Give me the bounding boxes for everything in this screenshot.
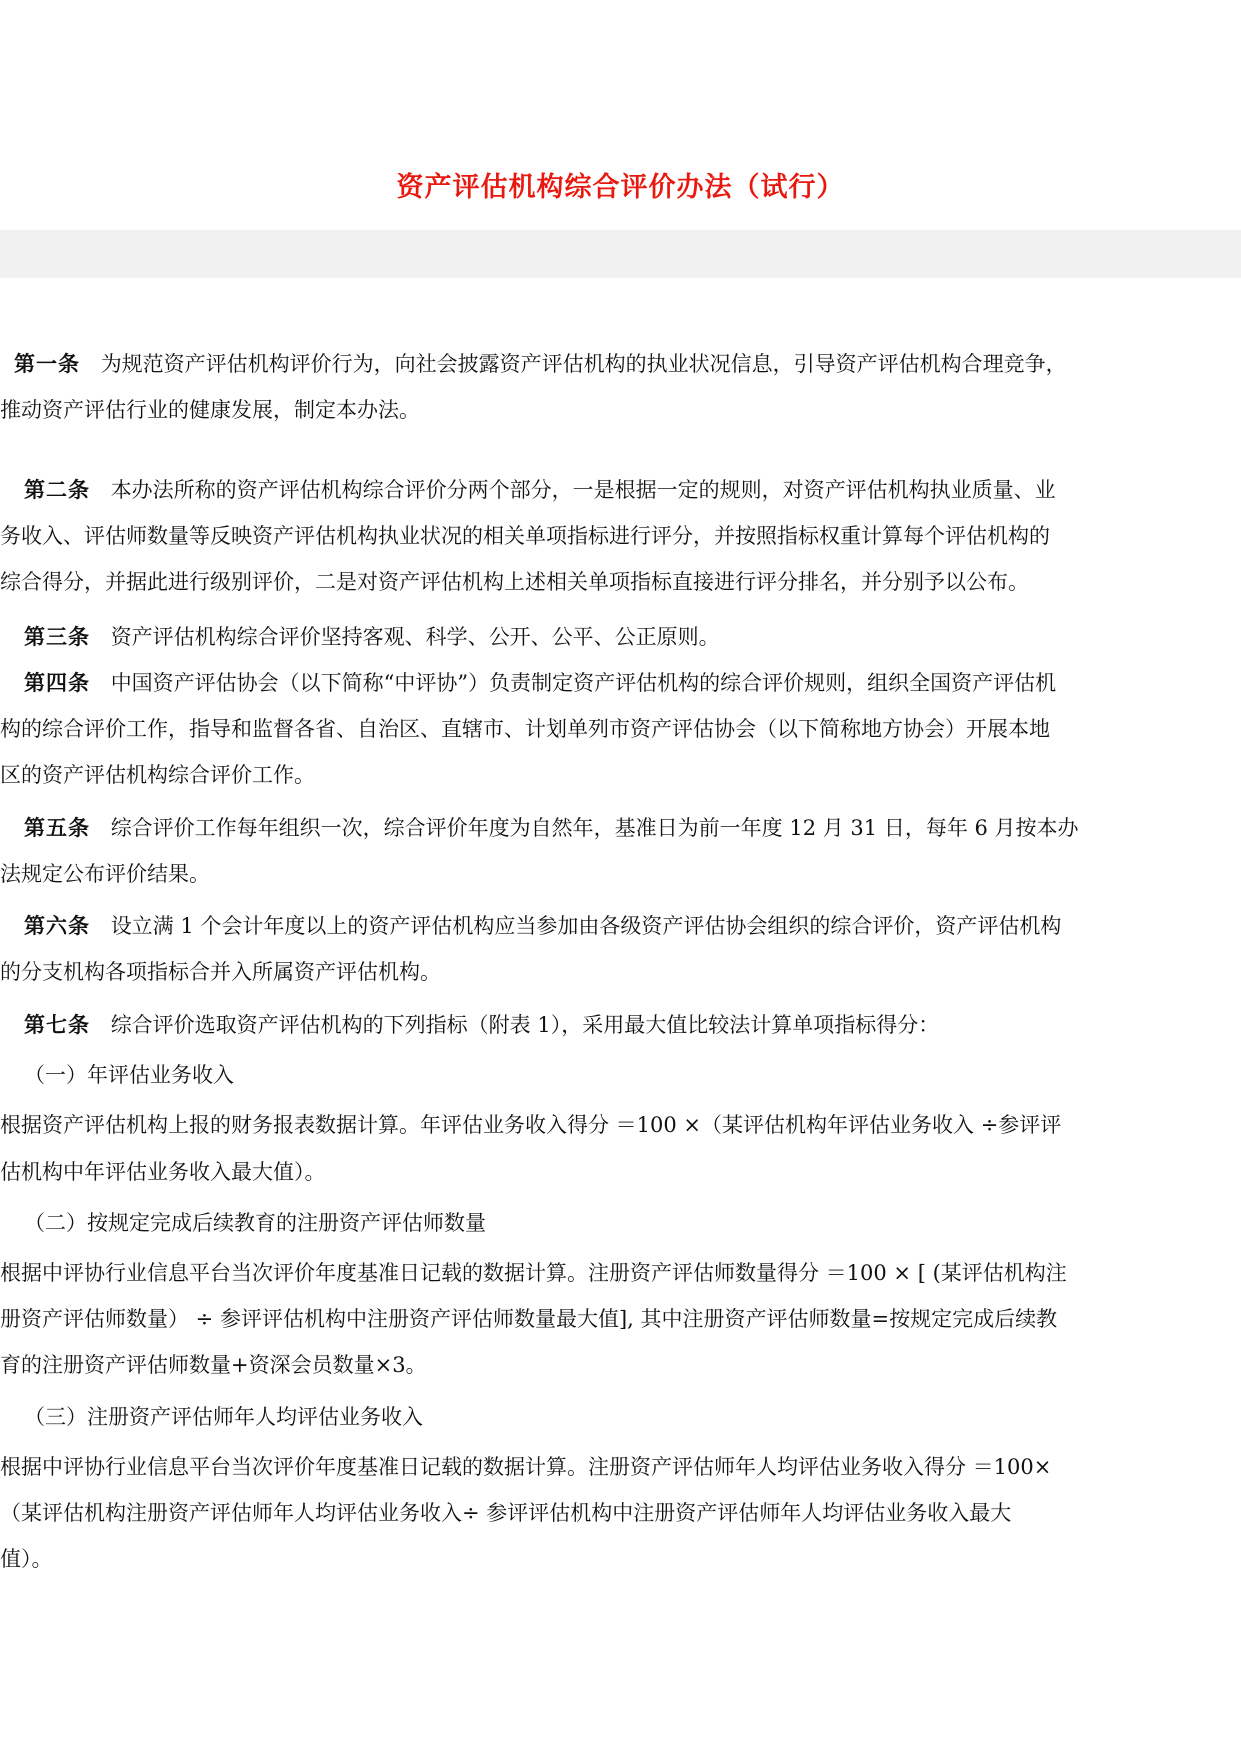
article-text: 中国资产评估协会（以下简称“中评协”）负责制定资产评估机构的综合评价规则，组织全国资产评估机 [110, 671, 1057, 695]
indicator-1-label: （一）年评估业务收入 [24, 1063, 234, 1087]
article-4-cont: 构的综合评价工作，指导和监督各省、自治区、直辖市、计划单列市资产评估协会（以下简称地方协会）开展本地 [0, 717, 1050, 741]
article-6 [24, 909, 1241, 943]
article-heading: 第三条 [24, 624, 90, 649]
article-text: 为规范资产评估机构评价行为，向社会披露资产评估机构的执业状况信息，引导资产评估机构合理竞争， [100, 352, 1067, 376]
article-heading: 第二条 [24, 477, 90, 502]
header-band [0, 230, 1241, 278]
indicator-2-line: 册资产评估师数量） ÷ 参评评估机构中注册资产评估师数量最大值], 其中注册资产评估师数量=按规定完成后续教 [0, 1307, 1058, 1331]
article-5-cont: 法规定公布评价结果。 [0, 862, 210, 886]
indicator-3-line: （某评估机构注册资产评估师年人均评估业务收入÷ 参评评估机构中注册资产评估师年人均评估业务收入最大 [0, 1501, 1012, 1525]
indicator-1-line: 根据资产评估机构上报的财务报表数据计算。年评估业务收入得分 ＝100 ×（某评估机构年评估业务收入 ÷参评评 [0, 1113, 1062, 1137]
indicator-3-line: 值）。 [0, 1547, 53, 1571]
indicator-3-line: 根据中评协行业信息平台当次评价年度基准日记载的数据计算。注册资产评估师年人均评估业务收入得分 ＝100× [0, 1455, 1052, 1479]
article-7 [24, 1008, 1241, 1042]
article-5 [24, 811, 1241, 845]
article-2-cont: 综合得分，并据此进行级别评价，二是对资产评估机构上述相关单项指标直接进行评分排名，并分别予以公布。 [0, 570, 1029, 594]
indicator-2-label: （二）按规定完成后续教育的注册资产评估师数量 [24, 1211, 486, 1235]
article-4-cont: 区的资产评估机构综合评价工作。 [0, 763, 315, 787]
article-text: 综合评价选取资产评估机构的下列指标（附表 1），采用最大值比较法计算单项指标得分： [110, 1013, 940, 1037]
indicator-2-line: 根据中评协行业信息平台当次评价年度基准日记载的数据计算。注册资产评估师数量得分 ＝100 × [ (某评估机构注 [0, 1261, 1067, 1285]
article-2-cont: 务收入、评估师数量等反映资产评估机构执业状况的相关单项指标进行评分，并按照指标权重计算每个评估机构的 [0, 524, 1050, 548]
article-4 [24, 666, 1241, 700]
article-text: 设立满 1 个会计年度以上的资产评估机构应当参加由各级资产评估协会组织的综合评价，资产评估机构 [110, 914, 1062, 938]
document-title: 资产评估机构综合评价办法（试行） [396, 172, 845, 203]
article-text: 资产评估机构综合评价坚持客观、科学、公开、公平、公正原则。 [110, 625, 720, 649]
article-text: 本办法所称的资产评估机构综合评价分两个部分，一是根据一定的规则，对资产评估机构执业质量、业 [110, 478, 1056, 502]
article-heading: 第五条 [24, 815, 90, 840]
article-heading: 第一条 [14, 351, 80, 376]
indicator-3-label: （三）注册资产评估师年人均评估业务收入 [24, 1405, 423, 1429]
article-heading: 第六条 [24, 913, 90, 938]
article-1 [14, 347, 1241, 381]
article-2 [24, 473, 1241, 507]
article-3 [24, 620, 1241, 654]
indicator-1-line: 估机构中年评估业务收入最大值）。 [0, 1160, 326, 1184]
article-text: 综合评价工作每年组织一次，综合评价年度为自然年，基准日为前一年度 12 月 31 日，每年 6 月按本办 [110, 816, 1079, 840]
article-1-cont: 推动资产评估行业的健康发展，制定本办法。 [0, 398, 420, 422]
article-heading: 第四条 [24, 670, 90, 695]
article-heading: 第七条 [24, 1012, 90, 1037]
indicator-2-line: 育的注册资产评估师数量+资深会员数量×3。 [0, 1353, 427, 1377]
article-6-cont: 的分支机构各项指标合并入所属资产评估机构。 [0, 960, 441, 984]
